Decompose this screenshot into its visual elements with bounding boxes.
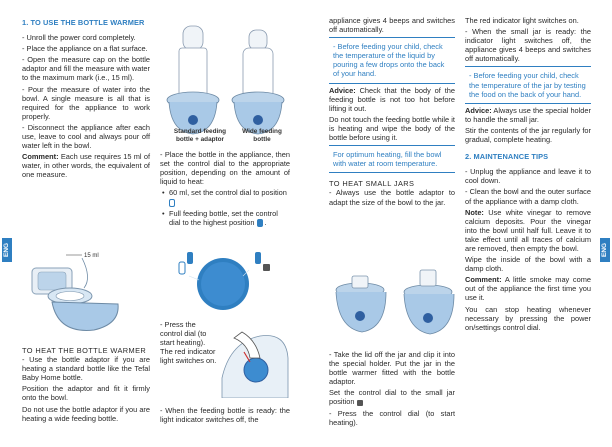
tip-check-temperature: - Before feeding your child, check the temperature of the liquid by pouring a few drops onto the back of your hand.: [329, 37, 455, 83]
step-press-dial: - Press the control dial (to start heating). The red indicator light switches on.: [160, 320, 217, 366]
step-use-adaptor-jar: - Always use the bottle adaptor to adapt the size of the bowl to the jar.: [329, 188, 455, 207]
heat-jars-title: TO HEAT SMALL JARS: [329, 179, 415, 189]
comment-smoke: Comment: A little smoke may come out of the appliance the first time you use it.: [465, 275, 591, 303]
advice-holder: Advice: Always use the special holder to handle the small jar.: [465, 105, 591, 124]
caption-standard: Standard feeding bottle + adaptor: [173, 128, 227, 143]
column-1: [22, 0, 150, 182]
step-set-jar: Set the control dial to the small jar position: [329, 388, 455, 407]
maint-unplug: - Unplug the appliance and leave it to cool down.: [465, 167, 591, 186]
column-2: [160, 150, 290, 229]
bullet-60ml: • 60 ml, set the control dial to position: [160, 188, 290, 206]
section-heading-maintenance: 2. MAINTENANCE TIPS: [465, 152, 549, 162]
bottle-full-icon: [257, 219, 263, 227]
tip-check-jar: - Before feeding your child, check the temperature of the jar by testing the food on the back of your hand.: [465, 66, 591, 103]
tip-room-temperature: For optimum heating, fill the bowl with water at room temperature.: [329, 145, 455, 173]
step-open-cap: - Open the measure cap on the bottle adaptor and fill the measure with water to the maximum mark (i.e., 15 ml).: [22, 55, 150, 83]
step-adaptor: - Use the bottle adaptor if you are heating a standard bottle like the Tefal Baby Home bottle.: [22, 355, 150, 383]
language-tab-right: ENG: [600, 238, 610, 262]
press-dial-illustration: [220, 318, 290, 398]
column-3-lower: [329, 350, 455, 429]
step-place-bottle: - Place the bottle in the appliance, then set the control dial to the appropriate position, depending on the amount of liquid to heat:: [160, 150, 290, 187]
jar-warmers-illustration: [330, 262, 460, 348]
bottle-small-icon: [169, 199, 175, 207]
jar-icon: [357, 400, 363, 406]
indicator-on: The red indicator light switches on.: [465, 16, 579, 25]
section-heading-use: 1. TO USE THE BOTTLE WARMER: [22, 18, 145, 27]
jar-ready: - When the small jar is ready: the indicator light switches off, the appliance gives 4 beeps and switches off automatically.: [465, 27, 591, 64]
maint-clean: - Clean the bowl and the outer surface of the appliance with a damp cloth.: [465, 187, 591, 206]
step-pour: - Pour the measure of water into the bowl. A single measure is all that is required for the appliance to work properly.: [22, 84, 150, 121]
column-1-lower: [22, 340, 150, 425]
step-no-adaptor: Do not use the bottle adaptor if you are heating a wide feeding bottle.: [22, 404, 150, 423]
measure-label: 15 ml: [84, 253, 99, 259]
auto-switch-off: appliance gives 4 beeps and switches off automatically.: [329, 16, 455, 35]
step-press-jar: - Press the control dial (to start heating).: [329, 408, 455, 427]
step-position-adaptor: Position the adaptor and fit it firmly onto the bowl.: [22, 384, 150, 403]
caption-wide: Wide feeding bottle: [242, 128, 282, 143]
step-take-lid: - Take the lid off the jar and clip it into the special holder. Put the jar in the bottle warmer fitted with the bottle adaptor.: [329, 350, 455, 387]
comment-water: Comment: Each use requires 15 ml of water, in other words, the equivalent of one measure.: [22, 152, 150, 180]
stir-contents: Stir the contents of the jar regularly for gradual, complete heating.: [465, 125, 591, 145]
heat-bottle-title: TO HEAT THE BOTTLE WARMER: [22, 346, 147, 355]
control-dial-illustration: [165, 240, 285, 310]
maint-stop: You can stop heating whenever necessary by pressing the power on/settings control dial.: [465, 304, 591, 332]
column-2-bottom: [160, 406, 290, 426]
advice-body-hot: Advice: Check that the body of the feeding bottle is not too hot before lifting it out.: [329, 85, 455, 113]
note-vinegar: Note: Use white vinegar to remove calcium deposits. Pour the vinegar into the bowl until half full. Leave it to take effect until all traces of calcium are removed, then empty the bowl.: [465, 207, 591, 253]
step-unroll: - Unroll the power cord completely.: [22, 33, 136, 43]
dial-bottle-icon-1: [179, 262, 185, 274]
step-bottle-ready: - When the feeding bottle is ready: the light indicator switches off, the: [160, 406, 290, 425]
column-3: [329, 16, 455, 209]
dial-bottle-icon-2: [187, 252, 193, 264]
column-4: [465, 16, 591, 334]
language-tab-left: ENG: [2, 238, 12, 262]
step-place: - Place the appliance on a flat surface.: [22, 44, 148, 54]
column-2-side: [160, 320, 218, 367]
dial-jar-icon: [263, 264, 270, 271]
bullet-full: • Full feeding bottle, set the control dial to the highest position .: [160, 209, 290, 227]
step-disconnect: - Disconnect the appliance after each use, leave to cool and always pour off water left in the bowl.: [22, 122, 150, 151]
measure-cap-illustration: [22, 238, 152, 338]
warning-do-not-touch: Do not touch the feeding bottle while it is heating and wipe the body of the bottle before using it.: [329, 114, 455, 143]
maint-wipe: Wipe the inside of the bowl with a damp cloth.: [465, 255, 591, 274]
dial-bottle-icon-3: [255, 252, 261, 264]
